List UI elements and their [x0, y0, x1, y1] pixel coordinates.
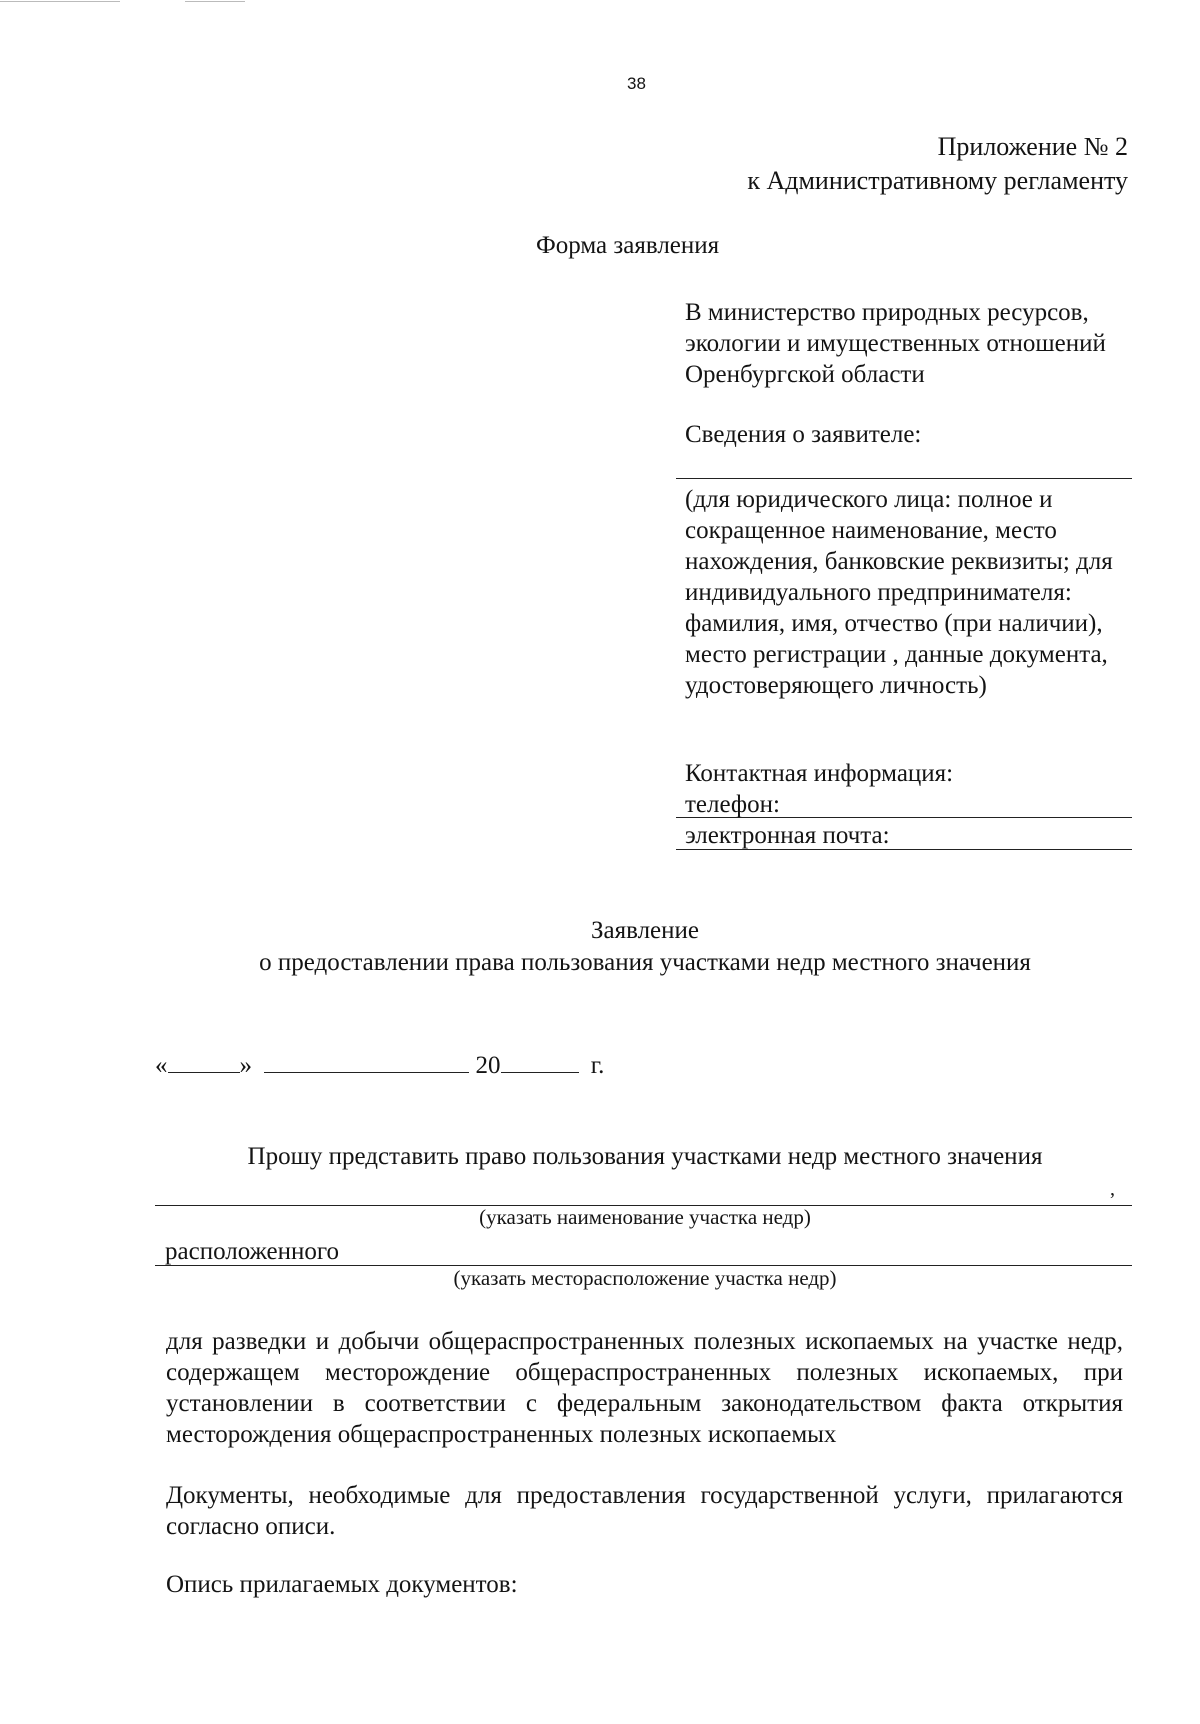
phone-input-line[interactable]: [676, 817, 1132, 818]
date-line: [155, 1046, 604, 1080]
located-label: расположенного: [165, 1238, 340, 1265]
date-year-suffix: г.: [590, 1052, 605, 1079]
phone-label: телефон:: [685, 791, 780, 818]
applicant-hint: (для юридического лица: полное и сокращенное наименование, место нахождения, банковские реквизиты; для индивидуального предпринимателя: фамилия, имя, отчество (при наличии), место регистрации , данные документа, удостоверяющего личность): [685, 486, 1113, 699]
site-name-hint: (указать наименование участка недр): [479, 1205, 811, 1229]
year-blank[interactable]: [501, 1046, 579, 1073]
form-title: Форма заявления: [536, 232, 720, 259]
month-blank[interactable]: [264, 1046, 469, 1073]
date-century: 20: [475, 1052, 501, 1079]
page-number: 38: [627, 74, 646, 93]
inventory-label: Опись прилагаемых документов:: [166, 1571, 518, 1598]
appendix-heading: [747, 130, 1128, 198]
appendix-reference: к Административному регламенту: [747, 166, 1128, 195]
purpose-paragraph: для разведки и добычи общераспространенных полезных ископаемых на участке недр, содержащем месторождение общераспространенных полезных ископаемых, при установлении в соответствии с федеральным законодательством факта открытия месторождения общераспространенных полезных ископаемых: [166, 1328, 1123, 1448]
date-close-quote: »: [239, 1052, 252, 1079]
date-open-quote: «: [155, 1052, 168, 1079]
site-location-hint: (указать месторасположение участка недр): [453, 1266, 837, 1290]
email-input-line[interactable]: [676, 849, 1132, 850]
appendix-number: Приложение № 2: [937, 132, 1128, 161]
documents-paragraph: Документы, необходимые для предоставления государственной услуги, прилагаются согласно описи.: [166, 1482, 1123, 1540]
scan-artifact-line: [185, 1, 245, 2]
request-text: Прошу представить право пользования участками недр местного значения: [247, 1143, 1043, 1170]
scan-artifact-line: [0, 1, 120, 2]
request-comma: ,: [1110, 1178, 1115, 1200]
applicant-input-line[interactable]: [676, 478, 1132, 479]
document-subtitle: о предоставлении права пользования участками недр местного значения: [259, 949, 1031, 976]
addressee: В министерство природных ресурсов, экологии и имущественных отношений Оренбургской области: [685, 299, 1106, 388]
email-label: электронная почта:: [685, 822, 890, 849]
contact-label: Контактная информация:: [685, 760, 954, 787]
applicant-label: Сведения о заявителе:: [685, 421, 922, 448]
day-blank[interactable]: [168, 1046, 240, 1073]
document-title: Заявление: [590, 917, 700, 944]
